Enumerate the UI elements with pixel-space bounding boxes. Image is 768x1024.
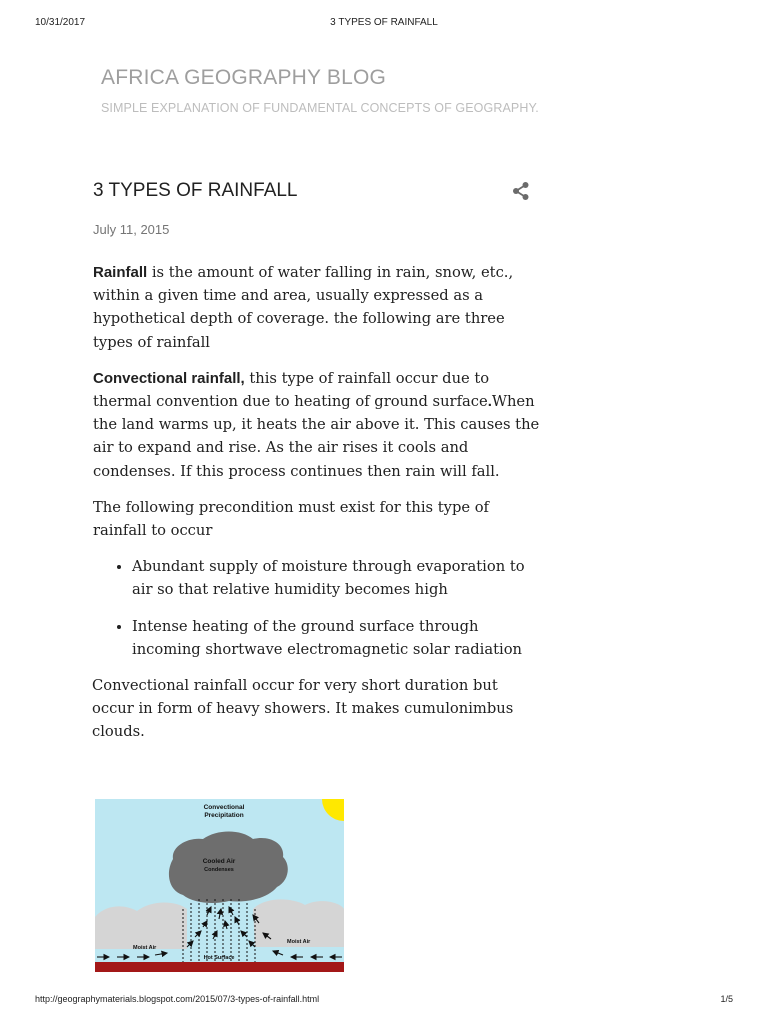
moist-air-left-label: Moist Air [133, 945, 157, 951]
post-title: 3 TYPES OF RAINFALL [93, 180, 298, 201]
list-item: • Intense heating of the ground surface through incoming shortwave electromagnetic solar radiation [132, 615, 540, 661]
post-date-link[interactable]: July 11, 2015 [93, 222, 170, 237]
convectional-period: . [487, 393, 492, 411]
ground [95, 962, 344, 972]
moist-air-right-label: Moist Air [287, 939, 311, 945]
intro-term: Rainfall [93, 264, 148, 281]
convectional-paragraph [93, 367, 540, 483]
intro-text: is the amount of water falling in rain, snow, etc., within a given time and area, usually expressed as a hypothetical depth of coverage. the following are three types of rainfall [93, 264, 514, 351]
list-item: • Abundant supply of moisture through evaporation to air so that relative humidity becomes high [132, 555, 540, 601]
outro-paragraph: Convectional rainfall occur for very short duration but occur in form of heavy showers. It makes cumulonimbus clouds. [92, 677, 514, 741]
print-date: 10/31/2017 [35, 17, 86, 28]
background-cloud [95, 903, 187, 950]
blog-description: SIMPLE EXPLANATION OF FUNDAMENTAL CONCEPTS OF GEOGRAPHY. [101, 101, 539, 115]
hot-surface-label: Hot Surface [203, 955, 235, 961]
blog-title-link[interactable]: AFRICA GEOGRAPHY BLOG [101, 66, 387, 89]
print-page-number: 1/5 [720, 994, 733, 1004]
intro-paragraph [93, 261, 540, 354]
cloud-label-line1: Cooled Air [202, 858, 236, 865]
share-icon[interactable] [511, 181, 531, 201]
cloud-label-line2: Condenses [204, 867, 234, 873]
convectional-text-1: this type of rainfall occur due to thermal convention due to heating of ground surface [93, 369, 490, 411]
print-footer [35, 994, 733, 1008]
convectional-term: Convectional rainfall, [93, 369, 245, 387]
share-icon-glyph [511, 181, 531, 201]
print-title: 3 TYPES OF RAINFALL [330, 17, 438, 28]
diagram-svg [95, 799, 344, 972]
diagram-title-line1: Convectional [203, 804, 245, 811]
print-header [35, 17, 733, 31]
diagram-title-line2: Precipitation [204, 812, 244, 819]
convectional-precipitation-diagram [95, 799, 344, 972]
print-url: http://geographymaterials.blogspot.com/2015/07/3-types-of-rainfall.html [35, 994, 320, 1004]
precondition-intro: The following precondition must exist for this type of rainfall to occur [93, 498, 489, 540]
convectional-text-2: When the land warms up, it heats the air above it. This causes the air to expand and rise. As the air rises it cools and condenses. If this process continues then rain will fall. [93, 393, 540, 480]
precondition-list [93, 555, 540, 661]
post-body [93, 261, 540, 744]
